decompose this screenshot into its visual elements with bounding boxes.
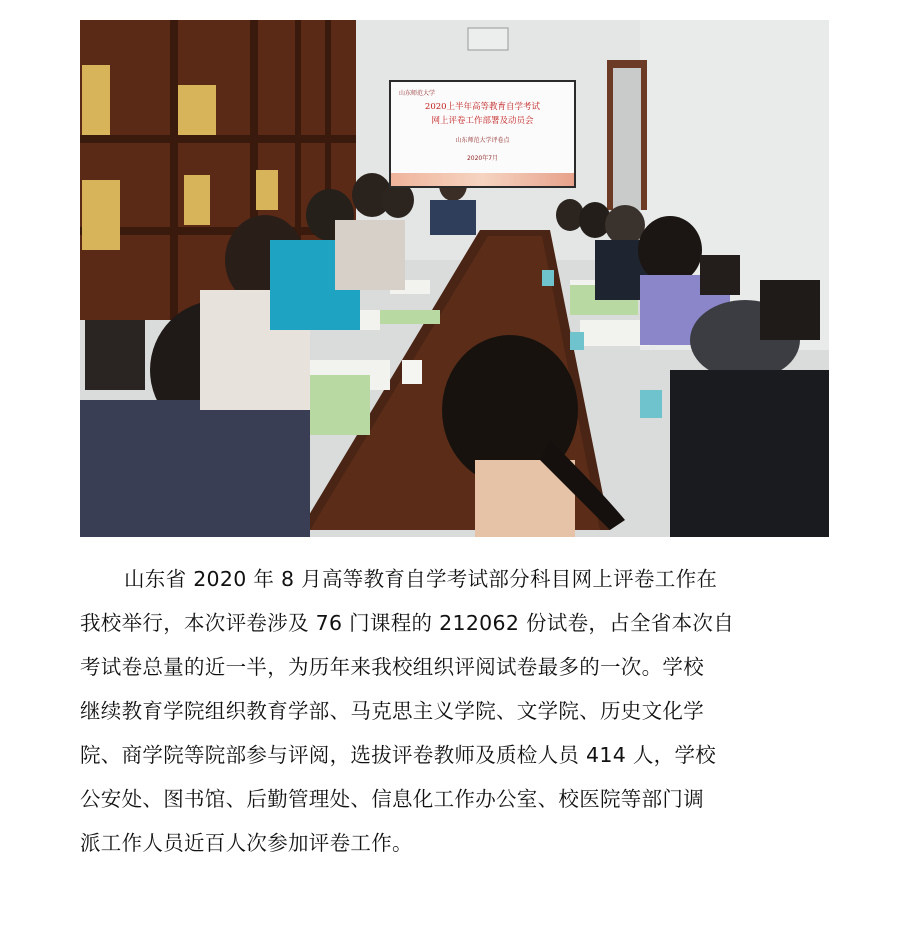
article-line-6: 公安处、图书馆、后勤管理处、信息化工作办公室、校医院等部门调 (80, 787, 704, 811)
slide-title-line-1: 2020上半年高等教育自学考试 (424, 102, 541, 112)
article-line-5: 院、商学院等院部参与评阅，选拔评卷教师及质检人员 414 人，学校 (80, 743, 717, 767)
slide-university-logo-text: 山东师范大学 (399, 90, 436, 97)
slide-title-line-2: 网上评卷工作部署及动员会 (431, 116, 534, 126)
slide-subtitle-line-2: 2020年7月 (466, 155, 499, 162)
article-body (80, 557, 830, 865)
article-line-7: 派工作人员近百人次参加评卷工作。 (80, 831, 413, 855)
slide-decorative-band (391, 173, 574, 186)
slide-subtitle-line-1: 山东师范大学评卷点 (455, 137, 510, 144)
article-line-4: 继续教育学院组织教育学部、马克思主义学院、文学院、历史文化学 (80, 699, 704, 723)
projector-screen (389, 80, 576, 188)
meeting-photo (80, 20, 829, 537)
article-line-1: 山东省 2020 年 8 月高等教育自学考试部分科目网上评卷工作在 (124, 567, 718, 591)
article-line-3: 考试卷总量的近一半，为历年来我校组织评阅试卷最多的一次。学校 (80, 655, 704, 679)
article-line-2: 我校举行，本次评卷涉及 76 门课程的 212062 份试卷，占全省本次自 (80, 611, 735, 635)
